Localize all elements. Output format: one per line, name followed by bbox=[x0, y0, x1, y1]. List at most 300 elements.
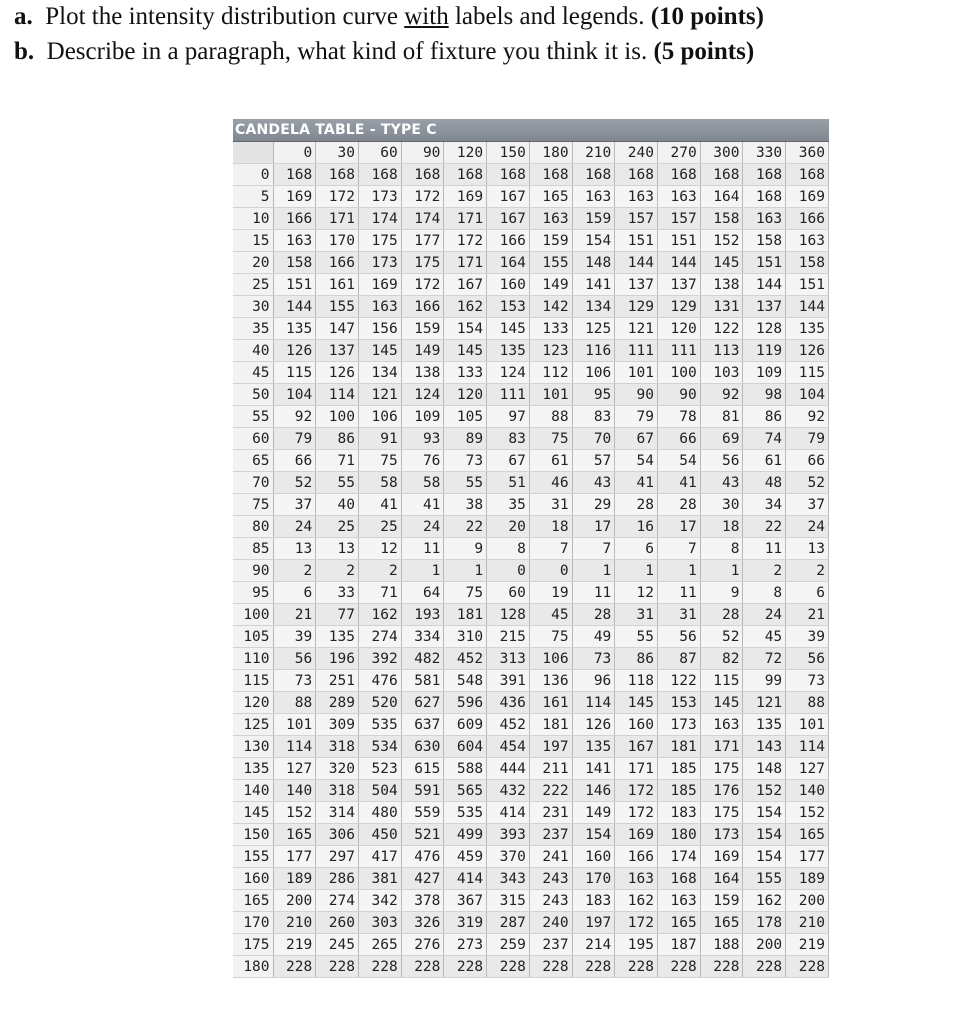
candela-value-cell: 173 bbox=[358, 252, 401, 274]
candela-value-cell: 173 bbox=[658, 714, 701, 736]
table-row bbox=[233, 450, 829, 472]
candela-value-cell: 54 bbox=[615, 450, 658, 472]
question-a-text-after: labels and legends. bbox=[448, 3, 651, 30]
candela-value-cell: 128 bbox=[743, 318, 786, 340]
candela-value-cell: 167 bbox=[615, 736, 658, 758]
candela-value-cell: 22 bbox=[743, 516, 786, 538]
candela-value-cell: 135 bbox=[487, 340, 530, 362]
candela-value-cell: 145 bbox=[358, 340, 401, 362]
candela-value-cell: 114 bbox=[786, 736, 829, 758]
table-row bbox=[233, 230, 829, 252]
table-row bbox=[233, 912, 829, 934]
candela-value-cell: 86 bbox=[615, 648, 658, 670]
candela-value-cell: 370 bbox=[487, 846, 530, 868]
table-row bbox=[233, 714, 829, 736]
candela-value-cell: 153 bbox=[487, 296, 530, 318]
candela-value-cell: 214 bbox=[572, 934, 615, 956]
row-angle-header: 110 bbox=[233, 648, 273, 670]
candela-value-cell: 98 bbox=[743, 384, 786, 406]
candela-value-cell: 174 bbox=[401, 208, 444, 230]
candela-value-cell: 265 bbox=[358, 934, 401, 956]
candela-value-cell: 160 bbox=[615, 714, 658, 736]
candela-value-cell: 200 bbox=[786, 890, 829, 912]
candela-value-cell: 210 bbox=[273, 912, 316, 934]
row-angle-header: 165 bbox=[233, 890, 273, 912]
candela-value-cell: 228 bbox=[658, 956, 701, 978]
candela-value-cell: 1 bbox=[444, 560, 487, 582]
candela-value-cell: 178 bbox=[743, 912, 786, 934]
candela-value-cell: 79 bbox=[786, 428, 829, 450]
row-angle-header: 30 bbox=[233, 296, 273, 318]
candela-value-cell: 168 bbox=[444, 164, 487, 186]
candela-value-cell: 480 bbox=[358, 802, 401, 824]
candela-value-cell: 596 bbox=[444, 692, 487, 714]
candela-value-cell: 591 bbox=[401, 780, 444, 802]
candela-value-cell: 286 bbox=[316, 868, 359, 890]
candela-value-cell: 168 bbox=[743, 164, 786, 186]
candela-value-cell: 104 bbox=[273, 384, 316, 406]
table-row bbox=[233, 208, 829, 230]
question-b-label: b. bbox=[14, 38, 35, 65]
candela-value-cell: 637 bbox=[401, 714, 444, 736]
candela-value-cell: 135 bbox=[743, 714, 786, 736]
candela-value-cell: 140 bbox=[273, 780, 316, 802]
candela-value-cell: 31 bbox=[615, 604, 658, 626]
candela-value-cell: 326 bbox=[401, 912, 444, 934]
candela-value-cell: 273 bbox=[444, 934, 487, 956]
candela-value-cell: 166 bbox=[786, 208, 829, 230]
candela-value-cell: 172 bbox=[316, 186, 359, 208]
candela-value-cell: 535 bbox=[444, 802, 487, 824]
candela-value-cell: 120 bbox=[658, 318, 701, 340]
candela-value-cell: 1 bbox=[658, 560, 701, 582]
candela-value-cell: 163 bbox=[529, 208, 572, 230]
candela-value-cell: 31 bbox=[658, 604, 701, 626]
candela-value-cell: 276 bbox=[401, 934, 444, 956]
candela-value-cell: 157 bbox=[615, 208, 658, 230]
candela-value-cell: 160 bbox=[572, 846, 615, 868]
candela-value-cell: 604 bbox=[444, 736, 487, 758]
candela-value-cell: 219 bbox=[273, 934, 316, 956]
candela-value-cell: 158 bbox=[786, 252, 829, 274]
candela-value-cell: 67 bbox=[487, 450, 530, 472]
candela-value-cell: 143 bbox=[743, 736, 786, 758]
candela-value-cell: 2 bbox=[273, 560, 316, 582]
candela-value-cell: 56 bbox=[658, 626, 701, 648]
candela-value-cell: 66 bbox=[658, 428, 701, 450]
candela-value-cell: 133 bbox=[529, 318, 572, 340]
candela-value-cell: 171 bbox=[444, 252, 487, 274]
candela-value-cell: 274 bbox=[358, 626, 401, 648]
candela-value-cell: 148 bbox=[743, 758, 786, 780]
candela-value-cell: 163 bbox=[658, 186, 701, 208]
candela-value-cell: 156 bbox=[358, 318, 401, 340]
candela-value-cell: 162 bbox=[615, 890, 658, 912]
candela-value-cell: 56 bbox=[273, 648, 316, 670]
candela-value-cell: 88 bbox=[529, 406, 572, 428]
candela-value-cell: 71 bbox=[316, 450, 359, 472]
candela-value-cell: 175 bbox=[401, 252, 444, 274]
candela-value-cell: 101 bbox=[529, 384, 572, 406]
candela-value-cell: 162 bbox=[358, 604, 401, 626]
candela-value-cell: 60 bbox=[487, 582, 530, 604]
candela-value-cell: 417 bbox=[358, 846, 401, 868]
candela-value-cell: 167 bbox=[444, 274, 487, 296]
candela-value-cell: 144 bbox=[786, 296, 829, 318]
column-header: 240 bbox=[615, 142, 658, 164]
table-corner-cell bbox=[233, 142, 273, 164]
candela-value-cell: 159 bbox=[401, 318, 444, 340]
candela-value-cell: 297 bbox=[316, 846, 359, 868]
candela-value-cell: 2 bbox=[316, 560, 359, 582]
candela-value-cell: 183 bbox=[572, 890, 615, 912]
candela-value-cell: 106 bbox=[572, 362, 615, 384]
candela-value-cell: 615 bbox=[401, 758, 444, 780]
candela-value-cell: 83 bbox=[487, 428, 530, 450]
row-angle-header: 175 bbox=[233, 934, 273, 956]
candela-value-cell: 86 bbox=[743, 406, 786, 428]
candela-value-cell: 135 bbox=[572, 736, 615, 758]
row-angle-header: 80 bbox=[233, 516, 273, 538]
column-header: 60 bbox=[358, 142, 401, 164]
candela-value-cell: 165 bbox=[273, 824, 316, 846]
candela-value-cell: 55 bbox=[615, 626, 658, 648]
candela-value-cell: 0 bbox=[487, 560, 530, 582]
candela-value-cell: 367 bbox=[444, 890, 487, 912]
candela-value-cell: 163 bbox=[700, 714, 743, 736]
candela-value-cell: 55 bbox=[316, 472, 359, 494]
candela-value-cell: 231 bbox=[529, 802, 572, 824]
candela-value-cell: 86 bbox=[316, 428, 359, 450]
row-angle-header: 5 bbox=[233, 186, 273, 208]
table-row bbox=[233, 164, 829, 186]
candela-value-cell: 41 bbox=[401, 494, 444, 516]
candela-value-cell: 155 bbox=[529, 252, 572, 274]
candela-value-cell: 188 bbox=[700, 934, 743, 956]
candela-value-cell: 126 bbox=[572, 714, 615, 736]
candela-value-cell: 144 bbox=[273, 296, 316, 318]
candela-value-cell: 131 bbox=[700, 296, 743, 318]
candela-value-cell: 114 bbox=[273, 736, 316, 758]
candela-value-cell: 160 bbox=[487, 274, 530, 296]
table-row bbox=[233, 538, 829, 560]
question-a-underlined-word: with bbox=[404, 3, 449, 30]
column-header: 300 bbox=[700, 142, 743, 164]
row-angle-header: 35 bbox=[233, 318, 273, 340]
candela-value-cell: 144 bbox=[615, 252, 658, 274]
column-header: 90 bbox=[401, 142, 444, 164]
candela-value-cell: 228 bbox=[401, 956, 444, 978]
candela-value-cell: 134 bbox=[572, 296, 615, 318]
column-header: 360 bbox=[786, 142, 829, 164]
candela-value-cell: 111 bbox=[615, 340, 658, 362]
row-angle-header: 40 bbox=[233, 340, 273, 362]
candela-value-cell: 34 bbox=[743, 494, 786, 516]
candela-value-cell: 228 bbox=[529, 956, 572, 978]
question-b-text: Describe in a paragraph, what kind of fixture you think it is. bbox=[46, 38, 654, 65]
candela-value-cell: 138 bbox=[401, 362, 444, 384]
candela-value-cell: 452 bbox=[444, 648, 487, 670]
candela-value-cell: 7 bbox=[529, 538, 572, 560]
candela-value-cell: 313 bbox=[487, 648, 530, 670]
candela-value-cell: 72 bbox=[743, 648, 786, 670]
candela-value-cell: 106 bbox=[358, 406, 401, 428]
row-angle-header: 155 bbox=[233, 846, 273, 868]
candela-value-cell: 245 bbox=[316, 934, 359, 956]
candela-value-cell: 6 bbox=[615, 538, 658, 560]
candela-value-cell: 210 bbox=[786, 912, 829, 934]
candela-value-cell: 287 bbox=[487, 912, 530, 934]
candela-value-cell: 113 bbox=[700, 340, 743, 362]
candela-value-cell: 12 bbox=[615, 582, 658, 604]
candela-value-cell: 630 bbox=[401, 736, 444, 758]
candela-table-panel bbox=[233, 119, 829, 978]
candela-value-cell: 115 bbox=[786, 362, 829, 384]
candela-value-cell: 171 bbox=[615, 758, 658, 780]
candela-value-cell: 166 bbox=[487, 230, 530, 252]
candela-value-cell: 67 bbox=[615, 428, 658, 450]
table-row bbox=[233, 274, 829, 296]
candela-value-cell: 9 bbox=[700, 582, 743, 604]
question-a-label: a. bbox=[14, 3, 33, 30]
row-angle-header: 125 bbox=[233, 714, 273, 736]
candela-value-cell: 165 bbox=[658, 912, 701, 934]
candela-value-cell: 476 bbox=[358, 670, 401, 692]
candela-value-cell: 163 bbox=[273, 230, 316, 252]
candela-value-cell: 450 bbox=[358, 824, 401, 846]
candela-value-cell: 319 bbox=[444, 912, 487, 934]
candela-value-cell: 79 bbox=[273, 428, 316, 450]
candela-value-cell: 151 bbox=[786, 274, 829, 296]
candela-value-cell: 534 bbox=[358, 736, 401, 758]
candela-value-cell: 133 bbox=[444, 362, 487, 384]
candela-value-cell: 116 bbox=[572, 340, 615, 362]
candela-value-cell: 391 bbox=[487, 670, 530, 692]
candela-value-cell: 168 bbox=[658, 868, 701, 890]
candela-value-cell: 334 bbox=[401, 626, 444, 648]
row-angle-header: 180 bbox=[233, 956, 273, 978]
candela-value-cell: 162 bbox=[743, 890, 786, 912]
candela-value-cell: 169 bbox=[786, 186, 829, 208]
candela-value-cell: 145 bbox=[487, 318, 530, 340]
row-angle-header: 10 bbox=[233, 208, 273, 230]
row-angle-header: 160 bbox=[233, 868, 273, 890]
candela-value-cell: 414 bbox=[444, 868, 487, 890]
table-row bbox=[233, 186, 829, 208]
candela-value-cell: 126 bbox=[316, 362, 359, 384]
row-angle-header: 50 bbox=[233, 384, 273, 406]
question-b bbox=[14, 37, 754, 67]
candela-value-cell: 137 bbox=[743, 296, 786, 318]
candela-value-cell: 159 bbox=[572, 208, 615, 230]
candela-value-cell: 175 bbox=[358, 230, 401, 252]
candela-value-cell: 174 bbox=[658, 846, 701, 868]
candela-value-cell: 1 bbox=[401, 560, 444, 582]
candela-value-cell: 144 bbox=[743, 274, 786, 296]
table-row bbox=[233, 472, 829, 494]
candela-value-cell: 393 bbox=[487, 824, 530, 846]
candela-value-cell: 39 bbox=[786, 626, 829, 648]
candela-value-cell: 147 bbox=[316, 318, 359, 340]
candela-value-cell: 82 bbox=[700, 648, 743, 670]
candela-value-cell: 157 bbox=[658, 208, 701, 230]
candela-value-cell: 163 bbox=[658, 890, 701, 912]
candela-value-cell: 8 bbox=[743, 582, 786, 604]
candela-value-cell: 2 bbox=[358, 560, 401, 582]
candela-value-cell: 127 bbox=[786, 758, 829, 780]
candela-value-cell: 149 bbox=[529, 274, 572, 296]
candela-value-cell: 181 bbox=[529, 714, 572, 736]
candela-value-cell: 30 bbox=[700, 494, 743, 516]
candela-value-cell: 41 bbox=[358, 494, 401, 516]
candela-value-cell: 459 bbox=[444, 846, 487, 868]
candela-value-cell: 135 bbox=[786, 318, 829, 340]
row-angle-header: 95 bbox=[233, 582, 273, 604]
row-angle-header: 150 bbox=[233, 824, 273, 846]
candela-value-cell: 521 bbox=[401, 824, 444, 846]
candela-value-cell: 158 bbox=[700, 208, 743, 230]
candela-value-cell: 135 bbox=[316, 626, 359, 648]
candela-value-cell: 18 bbox=[529, 516, 572, 538]
candela-value-cell: 135 bbox=[273, 318, 316, 340]
candela-value-cell: 228 bbox=[316, 956, 359, 978]
candela-value-cell: 126 bbox=[273, 340, 316, 362]
candela-value-cell: 138 bbox=[700, 274, 743, 296]
candela-value-cell: 17 bbox=[572, 516, 615, 538]
candela-value-cell: 196 bbox=[316, 648, 359, 670]
candela-value-cell: 28 bbox=[658, 494, 701, 516]
table-row bbox=[233, 648, 829, 670]
candela-value-cell: 90 bbox=[615, 384, 658, 406]
candela-value-cell: 177 bbox=[786, 846, 829, 868]
candela-value-cell: 45 bbox=[743, 626, 786, 648]
table-row bbox=[233, 802, 829, 824]
candela-table-title: CANDELA TABLE - TYPE C bbox=[233, 119, 829, 142]
candela-value-cell: 43 bbox=[572, 472, 615, 494]
candela-value-cell: 142 bbox=[529, 296, 572, 318]
candela-value-cell: 151 bbox=[615, 230, 658, 252]
candela-value-cell: 2 bbox=[743, 560, 786, 582]
table-row bbox=[233, 670, 829, 692]
candela-value-cell: 289 bbox=[316, 692, 359, 714]
candela-value-cell: 228 bbox=[786, 956, 829, 978]
candela-value-cell: 185 bbox=[658, 780, 701, 802]
table-row bbox=[233, 604, 829, 626]
candela-value-cell: 1 bbox=[572, 560, 615, 582]
candela-value-cell: 240 bbox=[529, 912, 572, 934]
candela-value-cell: 154 bbox=[743, 802, 786, 824]
candela-value-cell: 163 bbox=[358, 296, 401, 318]
candela-value-cell: 101 bbox=[273, 714, 316, 736]
candela-value-cell: 197 bbox=[529, 736, 572, 758]
row-angle-header: 60 bbox=[233, 428, 273, 450]
candela-value-cell: 172 bbox=[444, 230, 487, 252]
candela-value-cell: 111 bbox=[658, 340, 701, 362]
candela-value-cell: 28 bbox=[572, 604, 615, 626]
table-row bbox=[233, 494, 829, 516]
question-b-points: (5 points) bbox=[653, 38, 755, 65]
candela-value-cell: 168 bbox=[487, 164, 530, 186]
candela-value-cell: 121 bbox=[615, 318, 658, 340]
candela-value-cell: 177 bbox=[273, 846, 316, 868]
candela-value-cell: 87 bbox=[658, 648, 701, 670]
candela-value-cell: 155 bbox=[316, 296, 359, 318]
table-row bbox=[233, 956, 829, 978]
candela-value-cell: 176 bbox=[700, 780, 743, 802]
candela-value-cell: 0 bbox=[529, 560, 572, 582]
row-angle-header: 70 bbox=[233, 472, 273, 494]
candela-value-cell: 52 bbox=[700, 626, 743, 648]
table-row bbox=[233, 582, 829, 604]
candela-value-cell: 197 bbox=[572, 912, 615, 934]
candela-value-cell: 168 bbox=[572, 164, 615, 186]
candela-value-cell: 152 bbox=[700, 230, 743, 252]
table-row bbox=[233, 428, 829, 450]
candela-value-cell: 200 bbox=[273, 890, 316, 912]
candela-value-cell: 161 bbox=[316, 274, 359, 296]
candela-value-cell: 8 bbox=[487, 538, 530, 560]
candela-value-cell: 146 bbox=[572, 780, 615, 802]
candela-value-cell: 127 bbox=[273, 758, 316, 780]
candela-value-cell: 21 bbox=[273, 604, 316, 626]
candela-value-cell: 168 bbox=[786, 164, 829, 186]
column-header: 270 bbox=[658, 142, 701, 164]
row-angle-header: 15 bbox=[233, 230, 273, 252]
table-body bbox=[233, 164, 829, 978]
candela-value-cell: 73 bbox=[444, 450, 487, 472]
candela-value-cell: 129 bbox=[615, 296, 658, 318]
candela-value-cell: 37 bbox=[273, 494, 316, 516]
candela-value-cell: 2 bbox=[786, 560, 829, 582]
candela-value-cell: 71 bbox=[358, 582, 401, 604]
candela-value-cell: 153 bbox=[658, 692, 701, 714]
candela-value-cell: 24 bbox=[743, 604, 786, 626]
candela-value-cell: 88 bbox=[273, 692, 316, 714]
candela-table bbox=[233, 142, 829, 978]
row-angle-header: 75 bbox=[233, 494, 273, 516]
table-row bbox=[233, 340, 829, 362]
candela-value-cell: 310 bbox=[444, 626, 487, 648]
candela-value-cell: 78 bbox=[658, 406, 701, 428]
table-header-row bbox=[233, 142, 829, 164]
candela-value-cell: 172 bbox=[401, 186, 444, 208]
candela-value-cell: 123 bbox=[529, 340, 572, 362]
candela-value-cell: 40 bbox=[316, 494, 359, 516]
candela-value-cell: 93 bbox=[401, 428, 444, 450]
candela-value-cell: 121 bbox=[743, 692, 786, 714]
candela-value-cell: 151 bbox=[273, 274, 316, 296]
candela-value-cell: 106 bbox=[529, 648, 572, 670]
candela-value-cell: 171 bbox=[316, 208, 359, 230]
candela-value-cell: 427 bbox=[401, 868, 444, 890]
candela-value-cell: 149 bbox=[572, 802, 615, 824]
candela-value-cell: 56 bbox=[786, 648, 829, 670]
column-header: 330 bbox=[743, 142, 786, 164]
candela-value-cell: 70 bbox=[572, 428, 615, 450]
candela-value-cell: 13 bbox=[316, 538, 359, 560]
column-header: 180 bbox=[529, 142, 572, 164]
candela-value-cell: 170 bbox=[316, 230, 359, 252]
table-row bbox=[233, 868, 829, 890]
candela-value-cell: 83 bbox=[572, 406, 615, 428]
candela-value-cell: 122 bbox=[700, 318, 743, 340]
row-angle-header: 170 bbox=[233, 912, 273, 934]
candela-value-cell: 74 bbox=[743, 428, 786, 450]
candela-value-cell: 315 bbox=[487, 890, 530, 912]
column-header: 30 bbox=[316, 142, 359, 164]
candela-value-cell: 219 bbox=[786, 934, 829, 956]
candela-value-cell: 121 bbox=[358, 384, 401, 406]
